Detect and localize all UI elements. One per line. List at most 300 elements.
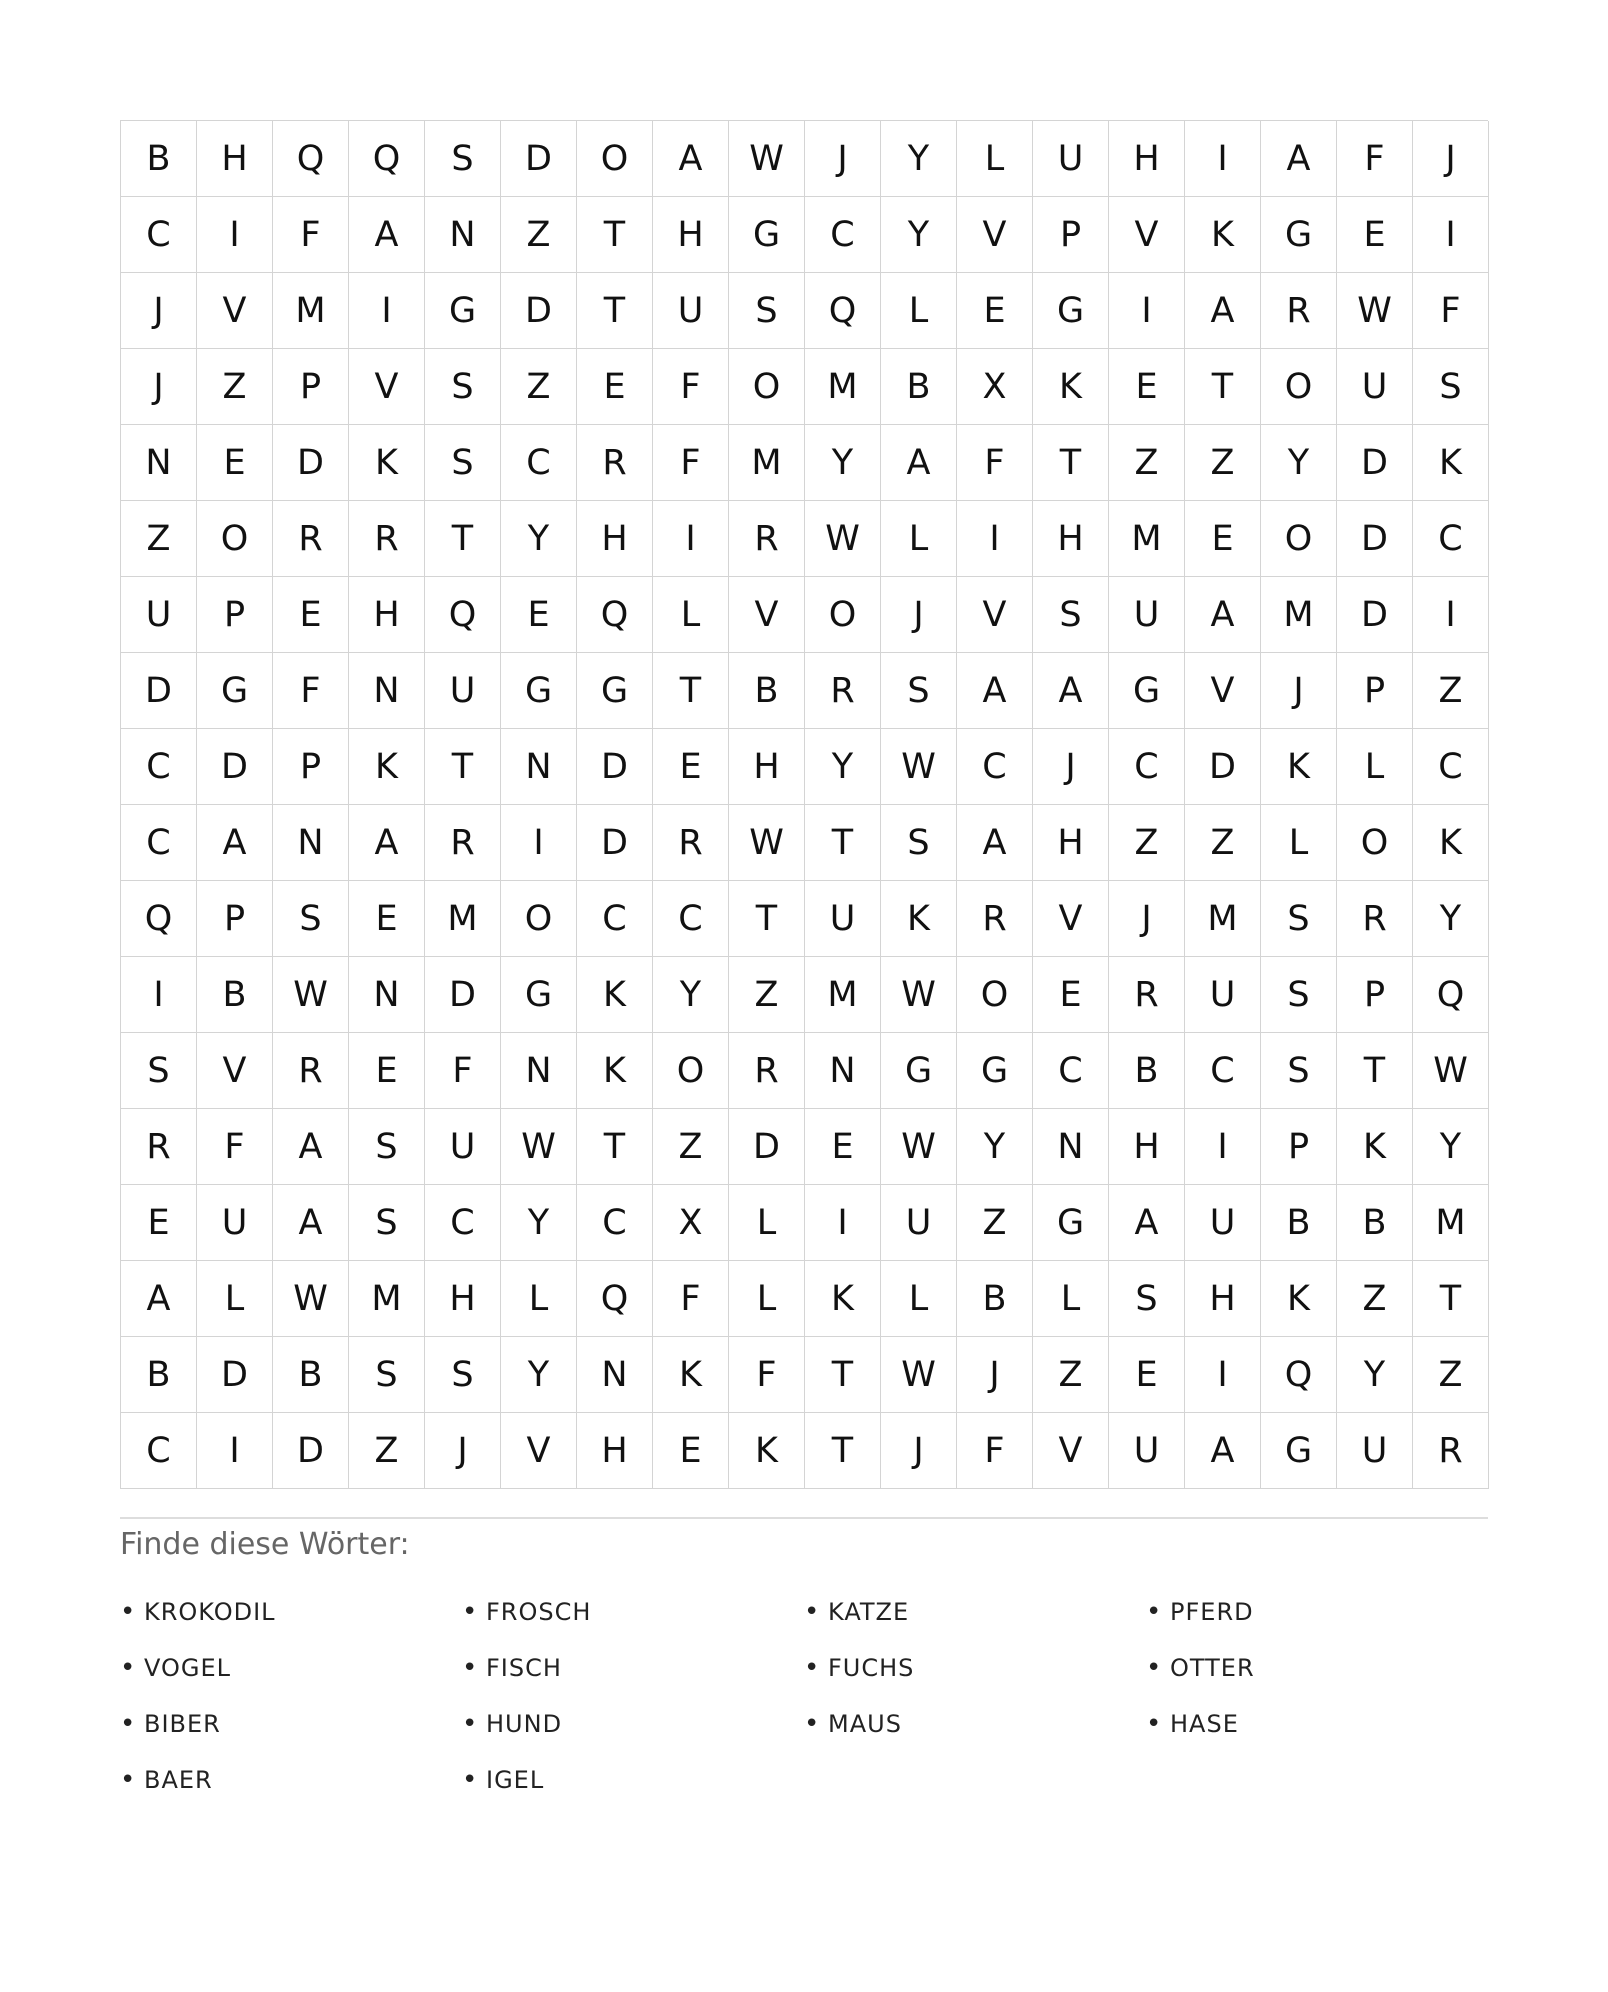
grid-cell[interactable]: T — [805, 805, 881, 881]
grid-cell[interactable]: M — [273, 273, 349, 349]
grid-cell[interactable]: D — [501, 273, 577, 349]
grid-cell[interactable]: R — [957, 881, 1033, 957]
grid-cell[interactable]: R — [729, 1033, 805, 1109]
grid-cell[interactable]: V — [1185, 653, 1261, 729]
grid-cell[interactable]: G — [197, 653, 273, 729]
grid-cell[interactable]: K — [881, 881, 957, 957]
grid-cell[interactable]: R — [349, 501, 425, 577]
grid-cell[interactable]: K — [577, 1033, 653, 1109]
grid-cell[interactable]: L — [1033, 1261, 1109, 1337]
grid-cell[interactable]: D — [1337, 501, 1413, 577]
grid-cell[interactable]: D — [273, 1413, 349, 1489]
grid-cell[interactable]: J — [957, 1337, 1033, 1413]
grid-cell[interactable]: U — [197, 1185, 273, 1261]
grid-cell[interactable]: A — [957, 805, 1033, 881]
grid-cell[interactable]: M — [1185, 881, 1261, 957]
grid-cell[interactable]: W — [1337, 273, 1413, 349]
grid-cell[interactable]: N — [501, 729, 577, 805]
grid-cell[interactable]: N — [121, 425, 197, 501]
grid-cell[interactable]: K — [1413, 805, 1489, 881]
grid-cell[interactable]: C — [577, 1185, 653, 1261]
grid-cell[interactable]: Q — [805, 273, 881, 349]
grid-cell[interactable]: A — [1185, 273, 1261, 349]
grid-cell[interactable]: Y — [1337, 1337, 1413, 1413]
grid-cell[interactable]: U — [805, 881, 881, 957]
grid-cell[interactable]: G — [1261, 197, 1337, 273]
grid-cell[interactable]: D — [121, 653, 197, 729]
grid-cell[interactable]: C — [805, 197, 881, 273]
grid-cell[interactable]: G — [1261, 1413, 1337, 1489]
grid-cell[interactable]: L — [729, 1185, 805, 1261]
grid-cell[interactable]: S — [349, 1109, 425, 1185]
grid-cell[interactable]: W — [881, 729, 957, 805]
grid-cell[interactable]: Z — [1185, 805, 1261, 881]
grid-cell[interactable]: S — [1109, 1261, 1185, 1337]
grid-cell[interactable]: V — [729, 577, 805, 653]
grid-cell[interactable]: R — [729, 501, 805, 577]
grid-cell[interactable]: P — [1261, 1109, 1337, 1185]
grid-cell[interactable]: V — [957, 577, 1033, 653]
grid-cell[interactable]: D — [1337, 577, 1413, 653]
grid-cell[interactable]: A — [197, 805, 273, 881]
grid-cell[interactable]: S — [425, 1337, 501, 1413]
grid-cell[interactable]: I — [197, 197, 273, 273]
grid-cell[interactable]: H — [577, 501, 653, 577]
grid-cell[interactable]: I — [1413, 577, 1489, 653]
grid-cell[interactable]: J — [121, 349, 197, 425]
grid-cell[interactable]: I — [653, 501, 729, 577]
grid-cell[interactable]: B — [197, 957, 273, 1033]
grid-cell[interactable]: A — [349, 805, 425, 881]
grid-cell[interactable]: T — [1413, 1261, 1489, 1337]
grid-cell[interactable]: E — [577, 349, 653, 425]
grid-cell[interactable]: S — [881, 653, 957, 729]
grid-cell[interactable]: K — [349, 425, 425, 501]
grid-cell[interactable]: Z — [1109, 805, 1185, 881]
grid-cell[interactable]: S — [1261, 957, 1337, 1033]
grid-cell[interactable]: N — [805, 1033, 881, 1109]
grid-cell[interactable]: B — [1337, 1185, 1413, 1261]
grid-cell[interactable]: W — [881, 957, 957, 1033]
grid-cell[interactable]: F — [653, 349, 729, 425]
grid-cell[interactable]: F — [957, 1413, 1033, 1489]
grid-cell[interactable]: K — [1337, 1109, 1413, 1185]
grid-cell[interactable]: V — [1109, 197, 1185, 273]
grid-cell[interactable]: G — [957, 1033, 1033, 1109]
grid-cell[interactable]: P — [197, 881, 273, 957]
grid-cell[interactable]: T — [577, 273, 653, 349]
grid-cell[interactable]: G — [1033, 1185, 1109, 1261]
grid-cell[interactable]: L — [1261, 805, 1337, 881]
grid-cell[interactable]: H — [1109, 1109, 1185, 1185]
grid-cell[interactable]: E — [501, 577, 577, 653]
grid-cell[interactable]: F — [425, 1033, 501, 1109]
grid-cell[interactable]: M — [805, 349, 881, 425]
grid-cell[interactable]: Y — [1413, 1109, 1489, 1185]
grid-cell[interactable]: Y — [501, 501, 577, 577]
grid-cell[interactable]: C — [957, 729, 1033, 805]
grid-cell[interactable]: U — [1185, 957, 1261, 1033]
grid-cell[interactable]: C — [577, 881, 653, 957]
grid-cell[interactable]: R — [425, 805, 501, 881]
grid-cell[interactable]: V — [1033, 1413, 1109, 1489]
grid-cell[interactable]: H — [1109, 121, 1185, 197]
grid-cell[interactable]: Y — [805, 425, 881, 501]
grid-cell[interactable]: J — [1413, 121, 1489, 197]
grid-cell[interactable]: B — [957, 1261, 1033, 1337]
grid-cell[interactable]: H — [653, 197, 729, 273]
grid-cell[interactable]: F — [1413, 273, 1489, 349]
grid-cell[interactable]: M — [425, 881, 501, 957]
grid-cell[interactable]: Q — [425, 577, 501, 653]
grid-cell[interactable]: P — [273, 349, 349, 425]
grid-cell[interactable]: E — [349, 881, 425, 957]
grid-cell[interactable]: A — [273, 1109, 349, 1185]
grid-cell[interactable]: X — [653, 1185, 729, 1261]
grid-cell[interactable]: E — [653, 1413, 729, 1489]
grid-cell[interactable]: W — [805, 501, 881, 577]
grid-cell[interactable]: N — [349, 653, 425, 729]
grid-cell[interactable]: D — [1337, 425, 1413, 501]
grid-cell[interactable]: N — [577, 1337, 653, 1413]
grid-cell[interactable]: E — [1033, 957, 1109, 1033]
grid-cell[interactable]: E — [805, 1109, 881, 1185]
grid-cell[interactable]: T — [425, 501, 501, 577]
grid-cell[interactable]: X — [957, 349, 1033, 425]
grid-cell[interactable]: Q — [577, 1261, 653, 1337]
grid-cell[interactable]: K — [729, 1413, 805, 1489]
grid-cell[interactable]: O — [1261, 349, 1337, 425]
grid-cell[interactable]: O — [1261, 501, 1337, 577]
grid-cell[interactable]: Y — [881, 121, 957, 197]
grid-cell[interactable]: H — [349, 577, 425, 653]
grid-cell[interactable]: V — [1033, 881, 1109, 957]
grid-cell[interactable]: Y — [1261, 425, 1337, 501]
grid-cell[interactable]: S — [425, 349, 501, 425]
grid-cell[interactable]: D — [577, 729, 653, 805]
grid-cell[interactable]: K — [805, 1261, 881, 1337]
grid-cell[interactable]: T — [729, 881, 805, 957]
grid-cell[interactable]: W — [729, 805, 805, 881]
grid-cell[interactable]: T — [577, 1109, 653, 1185]
grid-cell[interactable]: L — [501, 1261, 577, 1337]
grid-cell[interactable]: M — [1413, 1185, 1489, 1261]
grid-cell[interactable]: A — [653, 121, 729, 197]
grid-cell[interactable]: Q — [1261, 1337, 1337, 1413]
grid-cell[interactable]: I — [1185, 121, 1261, 197]
grid-cell[interactable]: W — [881, 1337, 957, 1413]
grid-cell[interactable]: B — [729, 653, 805, 729]
grid-cell[interactable]: Z — [1413, 1337, 1489, 1413]
grid-cell[interactable]: G — [501, 653, 577, 729]
grid-cell[interactable]: L — [957, 121, 1033, 197]
grid-cell[interactable]: C — [1109, 729, 1185, 805]
grid-cell[interactable]: G — [501, 957, 577, 1033]
grid-cell[interactable]: D — [577, 805, 653, 881]
grid-cell[interactable]: U — [1033, 121, 1109, 197]
grid-cell[interactable]: Q — [577, 577, 653, 653]
grid-cell[interactable]: A — [1109, 1185, 1185, 1261]
grid-cell[interactable]: V — [197, 1033, 273, 1109]
grid-cell[interactable]: I — [349, 273, 425, 349]
grid-cell[interactable]: Z — [1185, 425, 1261, 501]
grid-cell[interactable]: H — [729, 729, 805, 805]
grid-cell[interactable]: V — [197, 273, 273, 349]
grid-cell[interactable]: E — [1109, 349, 1185, 425]
grid-cell[interactable]: L — [881, 501, 957, 577]
grid-cell[interactable]: C — [1413, 501, 1489, 577]
grid-cell[interactable]: K — [349, 729, 425, 805]
grid-cell[interactable]: O — [653, 1033, 729, 1109]
grid-cell[interactable]: A — [1033, 653, 1109, 729]
grid-cell[interactable]: B — [881, 349, 957, 425]
grid-cell[interactable]: W — [729, 121, 805, 197]
grid-cell[interactable]: I — [197, 1413, 273, 1489]
grid-cell[interactable]: M — [1109, 501, 1185, 577]
grid-cell[interactable]: K — [577, 957, 653, 1033]
grid-cell[interactable]: J — [805, 121, 881, 197]
grid-cell[interactable]: M — [349, 1261, 425, 1337]
grid-cell[interactable]: K — [1033, 349, 1109, 425]
grid-cell[interactable]: P — [197, 577, 273, 653]
grid-cell[interactable]: C — [1413, 729, 1489, 805]
grid-cell[interactable]: A — [273, 1185, 349, 1261]
grid-cell[interactable]: B — [1109, 1033, 1185, 1109]
grid-cell[interactable]: Y — [881, 197, 957, 273]
grid-cell[interactable]: R — [1337, 881, 1413, 957]
grid-cell[interactable]: L — [197, 1261, 273, 1337]
grid-cell[interactable]: P — [1337, 957, 1413, 1033]
grid-cell[interactable]: A — [1261, 121, 1337, 197]
grid-cell[interactable]: B — [273, 1337, 349, 1413]
grid-cell[interactable]: S — [1261, 881, 1337, 957]
grid-cell[interactable]: C — [121, 197, 197, 273]
grid-cell[interactable]: F — [729, 1337, 805, 1413]
grid-cell[interactable]: Z — [1033, 1337, 1109, 1413]
grid-cell[interactable]: E — [197, 425, 273, 501]
grid-cell[interactable]: F — [653, 1261, 729, 1337]
grid-cell[interactable]: Y — [1413, 881, 1489, 957]
grid-cell[interactable]: D — [197, 729, 273, 805]
grid-cell[interactable]: Y — [501, 1337, 577, 1413]
grid-cell[interactable]: W — [1413, 1033, 1489, 1109]
grid-cell[interactable]: T — [425, 729, 501, 805]
grid-cell[interactable]: E — [1109, 1337, 1185, 1413]
grid-cell[interactable]: G — [577, 653, 653, 729]
grid-cell[interactable]: I — [501, 805, 577, 881]
grid-cell[interactable]: Z — [349, 1413, 425, 1489]
grid-cell[interactable]: N — [1033, 1109, 1109, 1185]
grid-cell[interactable]: U — [653, 273, 729, 349]
grid-cell[interactable]: N — [501, 1033, 577, 1109]
grid-cell[interactable]: K — [1185, 197, 1261, 273]
grid-cell[interactable]: L — [881, 1261, 957, 1337]
grid-cell[interactable]: P — [273, 729, 349, 805]
grid-cell[interactable]: J — [121, 273, 197, 349]
grid-cell[interactable]: R — [121, 1109, 197, 1185]
grid-cell[interactable]: U — [121, 577, 197, 653]
grid-cell[interactable]: R — [577, 425, 653, 501]
grid-cell[interactable]: U — [1185, 1185, 1261, 1261]
grid-cell[interactable]: T — [805, 1337, 881, 1413]
grid-cell[interactable]: M — [729, 425, 805, 501]
grid-cell[interactable]: C — [1033, 1033, 1109, 1109]
grid-cell[interactable]: I — [1109, 273, 1185, 349]
grid-cell[interactable]: T — [1337, 1033, 1413, 1109]
grid-cell[interactable]: Z — [957, 1185, 1033, 1261]
grid-cell[interactable]: A — [121, 1261, 197, 1337]
grid-cell[interactable]: O — [501, 881, 577, 957]
grid-cell[interactable]: S — [425, 121, 501, 197]
grid-cell[interactable]: R — [1413, 1413, 1489, 1489]
grid-cell[interactable]: U — [425, 653, 501, 729]
grid-cell[interactable]: K — [1261, 729, 1337, 805]
grid-cell[interactable]: Y — [957, 1109, 1033, 1185]
grid-cell[interactable]: B — [1261, 1185, 1337, 1261]
grid-cell[interactable]: Q — [121, 881, 197, 957]
grid-cell[interactable]: K — [1413, 425, 1489, 501]
grid-cell[interactable]: E — [1337, 197, 1413, 273]
grid-cell[interactable]: I — [805, 1185, 881, 1261]
grid-cell[interactable]: T — [1033, 425, 1109, 501]
grid-cell[interactable]: C — [501, 425, 577, 501]
grid-cell[interactable]: D — [273, 425, 349, 501]
grid-cell[interactable]: F — [273, 653, 349, 729]
grid-cell[interactable]: V — [501, 1413, 577, 1489]
grid-cell[interactable]: O — [805, 577, 881, 653]
grid-cell[interactable]: H — [1033, 805, 1109, 881]
grid-cell[interactable]: T — [805, 1413, 881, 1489]
grid-cell[interactable]: C — [121, 1413, 197, 1489]
grid-cell[interactable]: H — [197, 121, 273, 197]
grid-cell[interactable]: H — [1185, 1261, 1261, 1337]
grid-cell[interactable]: C — [121, 729, 197, 805]
grid-cell[interactable]: Z — [1109, 425, 1185, 501]
grid-cell[interactable]: I — [1185, 1337, 1261, 1413]
grid-cell[interactable]: F — [197, 1109, 273, 1185]
grid-cell[interactable]: L — [1337, 729, 1413, 805]
grid-cell[interactable]: I — [957, 501, 1033, 577]
grid-cell[interactable]: U — [1109, 1413, 1185, 1489]
grid-cell[interactable]: Z — [197, 349, 273, 425]
grid-cell[interactable]: C — [425, 1185, 501, 1261]
grid-cell[interactable]: C — [121, 805, 197, 881]
grid-cell[interactable]: T — [577, 197, 653, 273]
grid-cell[interactable]: S — [273, 881, 349, 957]
grid-cell[interactable]: Y — [501, 1185, 577, 1261]
grid-cell[interactable]: R — [653, 805, 729, 881]
grid-cell[interactable]: I — [1413, 197, 1489, 273]
grid-cell[interactable]: Z — [121, 501, 197, 577]
grid-cell[interactable]: D — [197, 1337, 273, 1413]
grid-cell[interactable]: S — [349, 1185, 425, 1261]
grid-cell[interactable]: L — [881, 273, 957, 349]
grid-cell[interactable]: P — [1337, 653, 1413, 729]
grid-cell[interactable]: J — [1109, 881, 1185, 957]
grid-cell[interactable]: D — [501, 121, 577, 197]
grid-cell[interactable]: S — [1413, 349, 1489, 425]
grid-cell[interactable]: Z — [501, 197, 577, 273]
grid-cell[interactable]: V — [957, 197, 1033, 273]
grid-cell[interactable]: S — [881, 805, 957, 881]
grid-cell[interactable]: Z — [1337, 1261, 1413, 1337]
grid-cell[interactable]: T — [653, 653, 729, 729]
grid-cell[interactable]: D — [1185, 729, 1261, 805]
grid-cell[interactable]: E — [121, 1185, 197, 1261]
grid-cell[interactable]: B — [121, 1337, 197, 1413]
grid-cell[interactable]: E — [1185, 501, 1261, 577]
grid-cell[interactable]: R — [273, 1033, 349, 1109]
grid-cell[interactable]: M — [805, 957, 881, 1033]
grid-cell[interactable]: Z — [729, 957, 805, 1033]
grid-cell[interactable]: Y — [805, 729, 881, 805]
grid-cell[interactable]: S — [729, 273, 805, 349]
grid-cell[interactable]: Q — [273, 121, 349, 197]
grid-cell[interactable]: K — [653, 1337, 729, 1413]
grid-cell[interactable]: J — [425, 1413, 501, 1489]
grid-cell[interactable]: O — [1337, 805, 1413, 881]
grid-cell[interactable]: I — [121, 957, 197, 1033]
grid-cell[interactable]: J — [1261, 653, 1337, 729]
grid-cell[interactable]: E — [273, 577, 349, 653]
grid-cell[interactable]: C — [653, 881, 729, 957]
grid-cell[interactable]: N — [425, 197, 501, 273]
grid-cell[interactable]: A — [881, 425, 957, 501]
grid-cell[interactable]: S — [1261, 1033, 1337, 1109]
grid-cell[interactable]: O — [957, 957, 1033, 1033]
grid-cell[interactable]: S — [349, 1337, 425, 1413]
grid-cell[interactable]: H — [425, 1261, 501, 1337]
grid-cell[interactable]: O — [729, 349, 805, 425]
grid-cell[interactable]: W — [273, 957, 349, 1033]
grid-cell[interactable]: S — [1033, 577, 1109, 653]
grid-cell[interactable]: R — [805, 653, 881, 729]
grid-cell[interactable]: D — [729, 1109, 805, 1185]
grid-cell[interactable]: U — [425, 1109, 501, 1185]
grid-cell[interactable]: B — [121, 121, 197, 197]
grid-cell[interactable]: F — [957, 425, 1033, 501]
grid-cell[interactable]: A — [1185, 577, 1261, 653]
grid-cell[interactable]: N — [349, 957, 425, 1033]
grid-cell[interactable]: Z — [1413, 653, 1489, 729]
grid-cell[interactable]: L — [729, 1261, 805, 1337]
grid-cell[interactable]: R — [1109, 957, 1185, 1033]
grid-cell[interactable]: C — [1185, 1033, 1261, 1109]
grid-cell[interactable]: J — [1033, 729, 1109, 805]
grid-cell[interactable]: G — [425, 273, 501, 349]
grid-cell[interactable]: D — [425, 957, 501, 1033]
grid-cell[interactable]: I — [1185, 1109, 1261, 1185]
grid-cell[interactable]: U — [1337, 1413, 1413, 1489]
grid-cell[interactable]: Z — [501, 349, 577, 425]
grid-cell[interactable]: U — [881, 1185, 957, 1261]
grid-cell[interactable]: A — [349, 197, 425, 273]
grid-cell[interactable]: F — [653, 425, 729, 501]
grid-cell[interactable]: G — [881, 1033, 957, 1109]
grid-cell[interactable]: W — [273, 1261, 349, 1337]
grid-cell[interactable]: G — [1033, 273, 1109, 349]
grid-cell[interactable]: U — [1109, 577, 1185, 653]
grid-cell[interactable]: E — [957, 273, 1033, 349]
grid-cell[interactable]: R — [1261, 273, 1337, 349]
grid-cell[interactable]: H — [1033, 501, 1109, 577]
grid-cell[interactable]: U — [1337, 349, 1413, 425]
grid-cell[interactable]: A — [957, 653, 1033, 729]
grid-cell[interactable]: J — [881, 577, 957, 653]
grid-cell[interactable]: G — [1109, 653, 1185, 729]
grid-cell[interactable]: S — [121, 1033, 197, 1109]
grid-cell[interactable]: P — [1033, 197, 1109, 273]
